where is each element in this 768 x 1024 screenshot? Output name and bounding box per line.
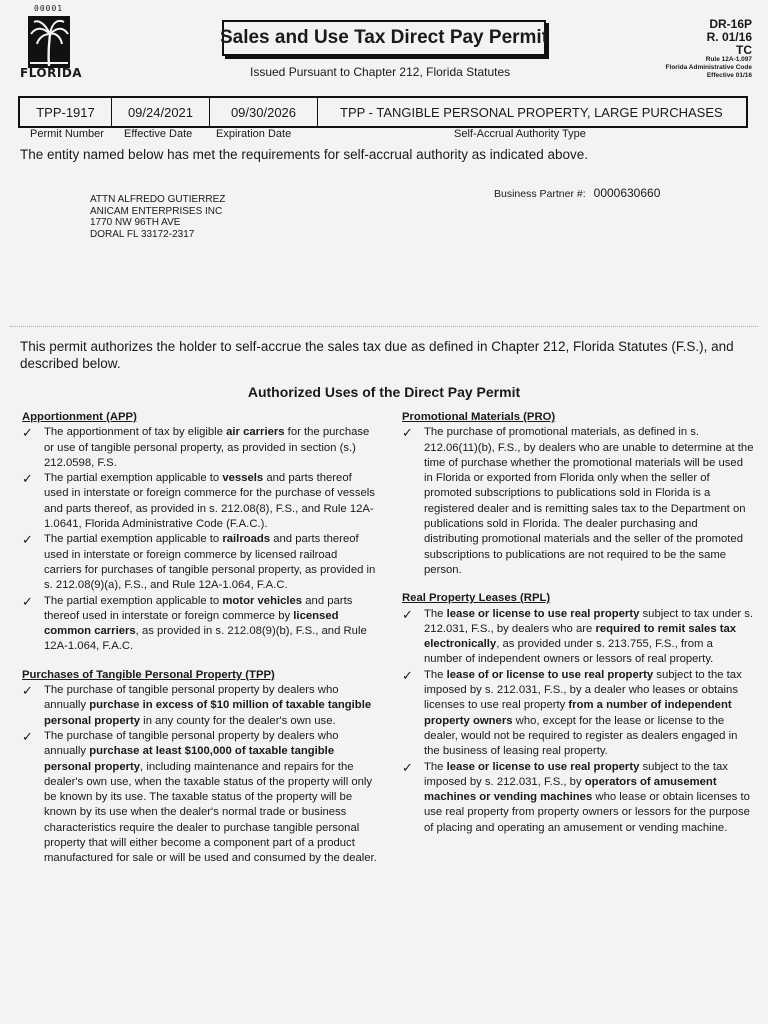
address-company: ANICAM ENTERPRISES INC (90, 205, 223, 217)
right-column (402, 410, 754, 836)
checkmark-icon: ✓ (22, 683, 33, 699)
list-item (22, 594, 378, 655)
checkmark-icon: ✓ (402, 667, 413, 683)
checkmark-icon: ✓ (402, 759, 413, 775)
item-text: The partial exemption applicable to motor vehicles and parts thereof used in interstate or foreign commerce by licensed common carriers, as provided in s. 212.08(9)(b), F.S., and Rule 12A-1.064, F.A.C. (44, 594, 367, 653)
list-item (402, 607, 754, 668)
list-item (22, 471, 378, 532)
entity-statement: The entity named below has met the requirements for self-accrual authority as indicated above. (20, 147, 589, 162)
item-text: The apportionment of tax by eligible air carriers for the purchase or use of tangible personal property, as provided in section (s.) 212.0598, F.S. (44, 426, 370, 469)
document-title: Sales and Use Tax Direct Pay Permit (219, 27, 549, 48)
label-effective-date: Effective Date (124, 128, 193, 140)
list-item (402, 668, 754, 760)
admin-code: Florida Administrative Code (665, 64, 752, 71)
business-partner (494, 186, 660, 200)
title-box (219, 20, 549, 56)
list-item (402, 425, 754, 578)
address-city: DORAL FL 33172-2317 (90, 228, 195, 240)
item-text: The purchase of promotional materials, as defined in s. 212.06(11)(b), F.S., by dealers who are unable to determine at the time of purchase whether the promotional materials will be used in Florida or exported from Florida only when the seller of promoted subscriptions to publications sold in Florida is a registered dealer and is remitting sales tax to the Department on publications sold in Florida. The dealer purchasing and distributing promotional materials and the seller of the promoted subscriptions to publications are not required to be the same person. (424, 426, 754, 576)
form-code: DR-16P (709, 17, 752, 31)
address-attn: ATTN ALFREDO GUTIERREZ (90, 194, 226, 205)
checkmark-icon: ✓ (22, 425, 33, 441)
effective-date: 09/24/2021 (112, 98, 210, 126)
heading-promotional: Promotional Materials (PRO) (402, 411, 556, 423)
state-name: FLORIDA (20, 66, 83, 80)
left-column (22, 410, 378, 867)
mailing-address (90, 194, 225, 240)
address-street: 1770 NW 96TH AVE (90, 217, 181, 228)
item-text: The lease or license to use real property subject to tax under s. 212.031, F.S., by dealers who are required to remit sales tax electronically, as provided under s. 213.755, F.S., from a number of independent owners or lessors of real property. (424, 607, 754, 666)
list-item (22, 683, 378, 729)
checkmark-icon: ✓ (402, 606, 413, 622)
palm-tree-logo (28, 16, 70, 68)
checkmark-icon: ✓ (22, 728, 33, 744)
checkmark-icon: ✓ (22, 532, 33, 548)
permit-type: TPP - TANGIBLE PERSONAL PROPERTY, LARGE PURCHASES (340, 104, 723, 120)
rule-number: Rule 12A-1.097 (705, 56, 752, 63)
document-subtitle: Issued Pursuant to Chapter 212, Florida Statutes (250, 65, 511, 79)
list-item (22, 729, 378, 867)
label-expiration-date: Expiration Date (216, 128, 292, 140)
item-text: The purchase of tangible personal property by dealers who annually purchase in excess of $10 million of taxable tangible personal property in any county for the dealer's own use. (44, 684, 372, 727)
checkmark-icon: ✓ (22, 471, 33, 487)
authorization-statement: This permit authorizes the holder to self-accrue the sales tax due as defined in Chapter 212, Florida Statutes (F.S.), and described below. (20, 339, 734, 371)
label-authority-type: Self-Accrual Authority Type (454, 128, 586, 140)
effective-note: Effective 01/16 (706, 72, 752, 79)
section-title: Authorized Uses of the Direct Pay Permit (247, 384, 521, 400)
list-item (22, 425, 378, 471)
checkmark-icon: ✓ (402, 425, 413, 441)
item-text: The partial exemption applicable to vessels and parts thereof used in interstate or foreign commerce for the purchase of vessels and parts thereof, as provided in s. 212.08(8), F.S., and Rule 12A-1.0641, Florida Administrative Code (F.A.C.). (44, 472, 375, 531)
item-text: The lease or license to use real property subject to the tax imposed by s. 212.031, F.S., by operators of amusement machines or vending machines who lease or obtain licenses to use real property from property owners or lessors for the purpose of placing and operating an amusement or vending machine. (424, 760, 750, 834)
heading-tpp: Purchases of Tangible Personal Property (TPP) (22, 668, 275, 681)
heading-real-property: Real Property Leases (RPL) (402, 592, 551, 605)
business-partner-value: 0000630660 (593, 186, 661, 200)
item-text: The partial exemption applicable to railroads and parts thereof used in interstate or foreign commerce by licensed railroad carriers for purchases of tangible personal property, as provided in s. 212.08(9)(a), F.S., and Rule 12A-1.064, F.A.C. (44, 533, 376, 592)
revision: R. 01/16 (706, 30, 752, 44)
item-text: The lease of or license to use real property subject to the tax imposed by s. 212.031, F.S., by a dealer who leases or obtains licenses to use real property from a number of independent property owners who, except for the lease or license to the dealer, would not be required to register as dealers engaged in the business of leasing real property. (424, 668, 742, 758)
expiration-date: 09/30/2026 (210, 98, 318, 126)
permit-info-box (18, 96, 748, 128)
tc-code: TC (736, 43, 752, 57)
rule-info (666, 56, 752, 80)
checkmark-icon: ✓ (22, 593, 33, 609)
permit-number: TPP-1917 (20, 98, 112, 126)
item-text: The purchase of tangible personal property by dealers who annually purchase at least $100,000 of taxable tangible personal property, including maintenance and repairs for the dealer's own use, when the taxable status of the property will only be known by its use. The taxable status of the property will be known by its use when the dealer's normal trade or business characteristics require the dealer to purchase tangible personal property that will either become a component part of a product manufactured for sale or will be used and consumed by the dealer. (44, 729, 377, 865)
label-permit-number: Permit Number (30, 128, 104, 140)
heading-apportionment: Apportionment (APP) (22, 411, 137, 423)
business-partner-label: Business Partner #: (494, 188, 586, 200)
list-item (402, 760, 754, 836)
divider (10, 326, 758, 327)
form-code-block (707, 18, 752, 57)
list-item (22, 532, 378, 593)
page-number: 00001 (34, 4, 64, 13)
